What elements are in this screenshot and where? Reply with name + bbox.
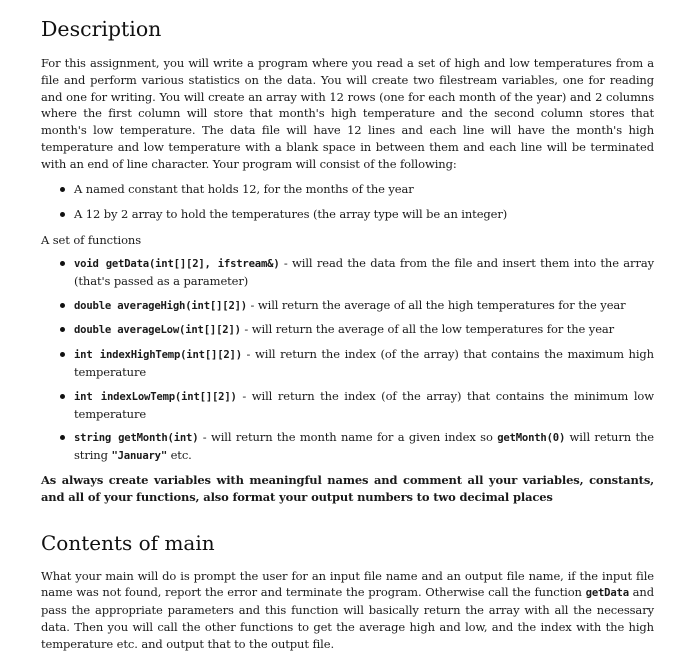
bullet-icon: [60, 261, 65, 266]
function-item-averagelow: double averageLow(int[][2]) - will return the average of all the low temperatures for the year: [41, 321, 654, 339]
function-item-getmonth: string getMonth(int) - will return the month name for a given index so getMonth(0) will return the string "January" etc.: [41, 429, 654, 465]
bullet-icon: [60, 327, 65, 332]
bullet-icon: [60, 435, 65, 440]
bullet-icon: [60, 394, 65, 399]
description-intro: For this assignment, you will write a program where you read a set of high and low temperatures from a file and perform various statistics on the data. You will create two filestream variables, one for reading and one for writing. You will create an array with 12 rows (one for each month of the year) and 2 columns where the first column will store that month's high temperature and the second column stores that month's low temperature. The data file will have 12 lines and each line will have the month's high temperature and low temperature with a blank space in between them and each line will be terminated with an end of line character. Your program will consist of the following:: [41, 56, 654, 171]
functions-label: A set of functions: [41, 233, 142, 248]
main-paragraph: What your main will do is prompt the user for an input file name and an output file name, if the input file name was not found, report the error and terminate the program. Otherwise call the function getData and pass the appropriate parameters and this function will basically return the array with all the necessary data. Then you will call the other functions to get the average high and low, and the index with the high temperature etc. and output that to the output file.: [41, 568, 654, 651]
document-page: [41, 16, 654, 653]
list-item: A named constant that holds 12, for the months of the year: [41, 181, 654, 198]
function-item-indexhightemp: int indexHighTemp(int[][2]) - will return the index (of the array) that contains the maximum high temperature: [41, 346, 654, 381]
bullet-icon: [60, 303, 65, 308]
function-item-averagehigh: double averageHigh(int[][2]) - will return the average of all the high temperatures for the year: [41, 297, 654, 315]
function-signature: double averageHigh(int[][2]): [74, 299, 247, 312]
function-signature: int indexLowTemp(int[][2]): [74, 390, 237, 403]
bullet-icon: [60, 212, 65, 217]
bullet-icon: [60, 352, 65, 357]
function-signature: double averageLow(int[][2]): [74, 324, 241, 337]
inline-code: getMonth(0): [497, 432, 566, 445]
function-signature: int indexHighTemp(int[][2]): [74, 349, 242, 362]
style-note: As always create variables with meaningful names and comment all your variables, constants, and all of your functions, also format your output numbers to two decimal places: [41, 472, 654, 504]
function-signature: void getData(int[][2], ifstream&): [74, 257, 280, 270]
function-signature: string getMonth(int): [74, 432, 199, 445]
bullet-icon: [60, 187, 65, 192]
inline-code: "January": [111, 450, 168, 463]
inline-code: getData: [585, 587, 629, 600]
function-item-getdata: void getData(int[][2], ifstream&) - will read the data from the file and insert them into the array (that's passed as a parameter): [41, 255, 654, 290]
description-heading: Description: [41, 17, 162, 41]
function-item-indexlowtemp: int indexLowTemp(int[][2]) - will return the index (of the array) that contains the minimum low temperature: [41, 388, 654, 423]
functions-list: [41, 255, 654, 465]
list-item: A 12 by 2 array to hold the temperatures (the array type will be an integer): [41, 206, 654, 223]
main-heading: Contents of main: [41, 530, 215, 555]
requirements-list: [41, 181, 654, 224]
